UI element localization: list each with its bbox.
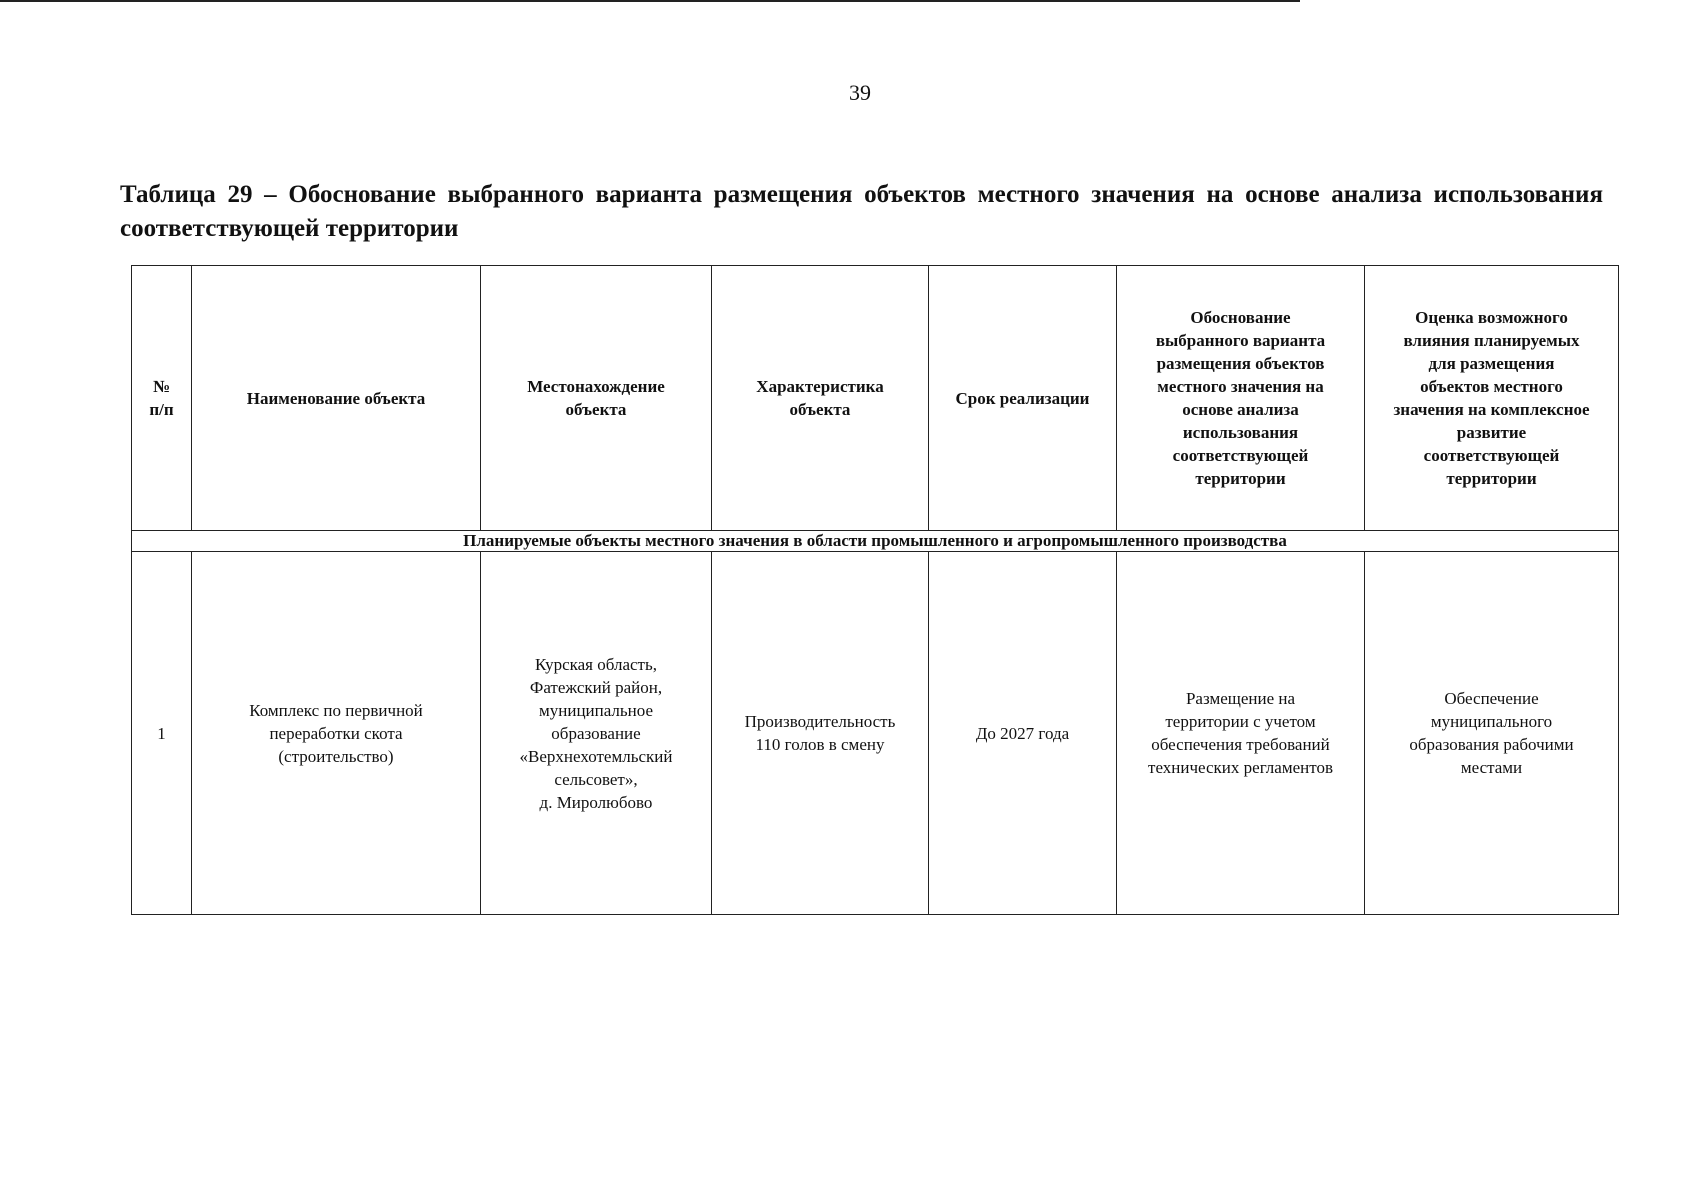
- top-border-line: [0, 0, 1300, 2]
- cell-location: [481, 552, 712, 915]
- header-label: Местонахождение объекта: [527, 377, 665, 419]
- cell-deadline: [929, 552, 1117, 915]
- header-label: Обоснование выбранного варианта размещения объектов местного значения на основе анализа использования соответствующей территории: [1155, 308, 1326, 488]
- table-header-row: [132, 266, 1619, 531]
- cell-characteristics: [712, 552, 929, 915]
- header-label: № п/п: [149, 377, 174, 419]
- cell-text: Обеспечение муниципального образования рабочими местами: [1409, 689, 1574, 777]
- header-cell-impact: [1365, 266, 1619, 531]
- cell-text: 1: [157, 723, 166, 743]
- cell-text: До 2027 года: [975, 723, 1070, 743]
- cell-text: Производительность 110 голов в смену: [744, 712, 896, 754]
- header-cell-characteristics: [712, 266, 929, 531]
- cell-text: Курская область, Фатежский район, муниципальное образование «Верхнехотемльский сельсовет», д. Миролюбово: [519, 654, 673, 812]
- justification-table: [131, 265, 1619, 915]
- page-number: 39: [849, 80, 871, 105]
- table-row: [132, 552, 1619, 915]
- cell-object-name: [192, 552, 481, 915]
- cell-text: Комплекс по первичной переработки скота (строительство): [249, 700, 423, 766]
- cell-text: Размещение на территории с учетом обеспечения требований технических регламентов: [1148, 689, 1333, 777]
- header-cell-location: [481, 266, 712, 531]
- header-label: Срок реализации: [955, 388, 1090, 408]
- header-cell-object-name: [192, 266, 481, 531]
- cell-number: [132, 552, 192, 915]
- section-row: [132, 531, 1619, 552]
- header-cell-number: [132, 266, 192, 531]
- header-label: Характеристика объекта: [756, 377, 884, 419]
- header-cell-deadline: [929, 266, 1117, 531]
- header-label: Оценка возможного влияния планируемых для размещения объектов местного значения на комплексное развитие соответствующей территории: [1393, 308, 1590, 488]
- header-label: Наименование объекта: [246, 388, 426, 408]
- cell-impact: [1365, 552, 1619, 915]
- cell-justification: [1117, 552, 1365, 915]
- section-title: Планируемые объекты местного значения в области промышленного и агропромышленного производства: [132, 531, 1619, 552]
- header-cell-justification: [1117, 266, 1365, 531]
- table-caption: Таблица 29 – Обоснование выбранного варианта размещения объектов местного значения на основе анализа использования соответствующей территории: [120, 181, 1603, 242]
